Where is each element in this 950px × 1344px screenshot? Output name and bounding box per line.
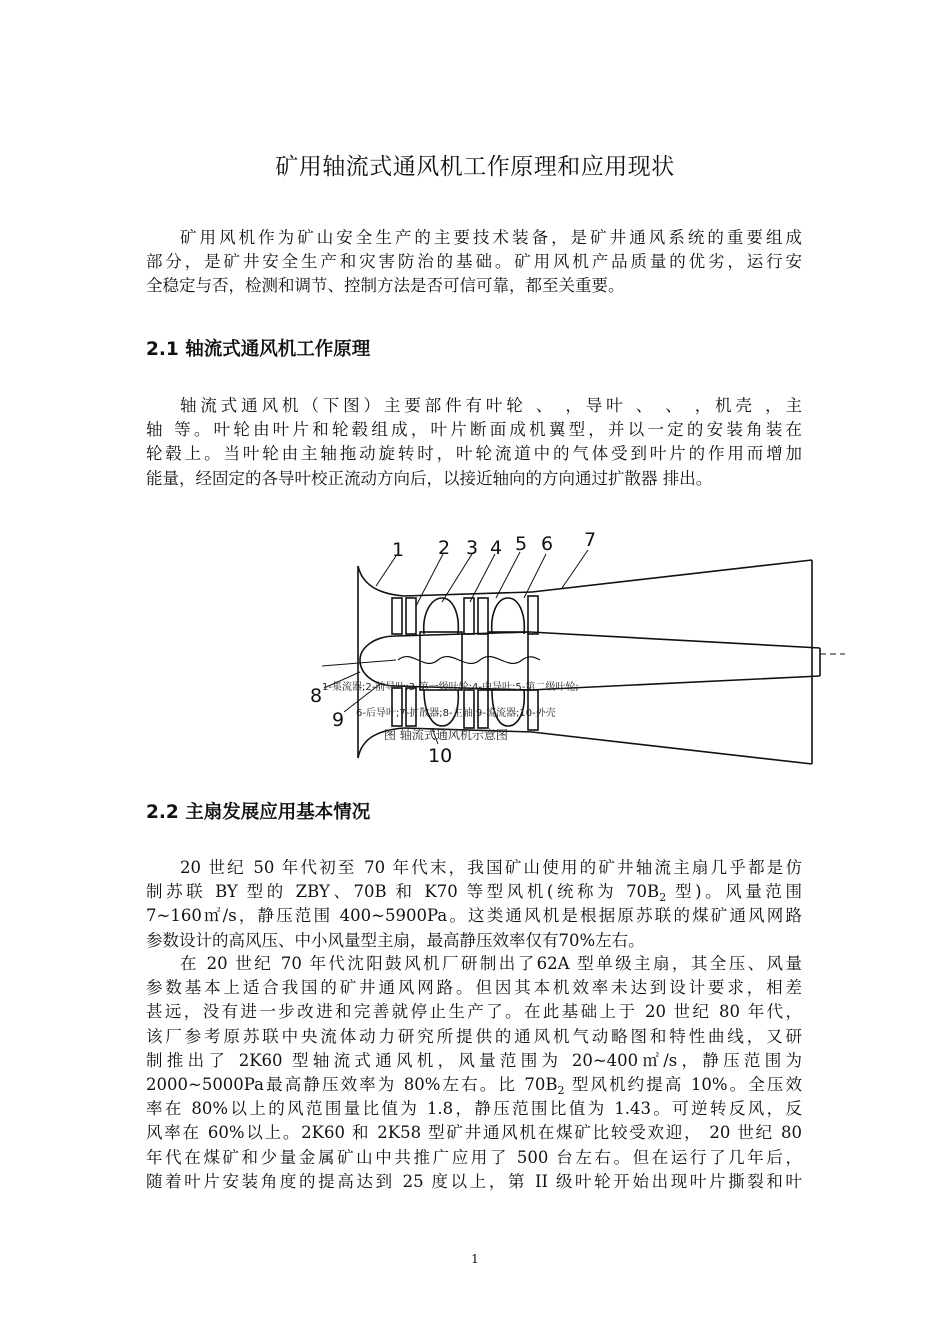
figure-label-10: 10 (428, 745, 453, 767)
text-line: 轴 等。叶轮由叶片和轮毂组成，叶片断面成机翼型，并以一定的安装角装在 (146, 420, 802, 440)
text-line: 风率在 60%以上。2K60 和 2K58 型矿井通风机在煤矿比较受欢迎， 20 世纪 80 (146, 1123, 802, 1143)
text-line: 随着叶片安装角度的提高达到 25 度以上，第 II 级叶轮开始出现叶片撕裂和叶 (146, 1171, 802, 1191)
text-line: 率在 80%以上的风范围量比值为 1.8，静压范围比值为 1.43。可逆转反风，反 (146, 1099, 802, 1119)
text-line: 7~160㎡/s，静压范围 400~5900Pa。这类通风机是根据原苏联的煤矿通风网路 (146, 906, 802, 926)
text-line: 全稳定与否，检测和调节、控制方法是否可信可靠，都至关重要。 (146, 276, 625, 296)
fan-schematic-figure (300, 526, 850, 776)
figure-label-8: 8 (310, 685, 323, 707)
figure-label-1: 1 (392, 539, 405, 561)
text-line: 参数基本上适合我国的矿井通风网路。但因其本机效率未达到设计要求，相差 (146, 978, 802, 998)
figure-label-9: 9 (332, 709, 345, 731)
page-number: 1 (471, 1252, 479, 1266)
figure-legend-line-1: 1-集流器;2-前导叶;3-第一级叶轮;4-中导叶;5-第二级叶轮; (322, 682, 579, 693)
text-line: 参数设计的高风压、中小风量型主扇，最高静压效率仅有70%左右。 (146, 930, 645, 950)
principle-paragraph (146, 394, 802, 491)
section-heading-2-2: 2.2 主扇发展应用基本情况 (146, 802, 371, 823)
figure-label-3: 3 (466, 537, 479, 559)
text-line: 部分，是矿井安全生产和灾害防治的基础。矿用风机产品质量的优劣，运行安 (146, 252, 802, 272)
text-line: 2000~5000Pa最高静压效率为 80%左右。比 $70B_2$ 型风机约提高 10%。全压效 (146, 1075, 802, 1098)
text-line: 20 世纪 50 年代初至 70 年代末，我国矿山使用的矿井轴流主扇几乎都是仿 (180, 858, 802, 877)
text-line: 轮毂上。当叶轮由主轴拖动旋转时，叶轮流道中的气体受到叶片的作用而增加 (146, 444, 802, 464)
figure-label-7: 7 (584, 529, 597, 551)
figure-legend-line-2: 6-后导叶;7-扩散器;8-主轴;9-流流器;10-外壳 (356, 708, 556, 719)
text-line: 制推出了 2K60 型轴流式通风机，风量范围为 20~400㎡/s，静压范围为 (146, 1050, 802, 1070)
text-line: 矿用风机作为矿山安全生产的主要技术装备，是矿井通风系统的重要组成 (180, 228, 802, 247)
history-paragraph-2 (146, 952, 802, 1194)
intro-paragraph (146, 226, 802, 299)
figure-label-6: 6 (541, 533, 554, 555)
section-heading-2-1: 2.1 轴流式通风机工作原理 (146, 339, 371, 360)
document-title: 矿用轴流式通风机工作原理和应用现状 (275, 154, 675, 180)
figure-caption: 图 轴流式通风机示意图 (384, 728, 508, 742)
figure-label-2: 2 (438, 537, 451, 559)
text-line: 在 20 世纪 70 年代沈阳鼓风机厂研制出了62A 型单级主扇，其全压、风量 (180, 954, 802, 973)
text-line: 能量，经固定的各导叶校正流动方向后，以接近轴向的方向通过扩散器 排出。 (146, 468, 713, 488)
text-line: 该厂参考原苏联中央流体动力研究所提供的通风机气动略图和特性曲线，又研 (146, 1026, 802, 1046)
history-paragraph-1 (146, 856, 802, 953)
text-line: 年代在煤矿和少量金属矿山中共推广应用了 500 台左右。但在运行了几年后， (146, 1147, 802, 1167)
text-line: 甚远，没有进一步改进和完善就停止生产了。在此基础上于 20 世纪 80 年代， (146, 1002, 802, 1022)
figure-label-4: 4 (490, 537, 503, 559)
fan-schematic-drawing (300, 526, 850, 776)
text-line: 制苏联 BY 型的 ZBY、70B 和 K70 等型风机(统称为 $70B_2$ 型)。风量范围 (146, 882, 802, 905)
text-line: 轴流式通风机（下图）主要部件有叶轮 、 ，导叶 、 、 ，机壳 ，主 (180, 396, 802, 415)
figure-label-5: 5 (515, 533, 528, 555)
